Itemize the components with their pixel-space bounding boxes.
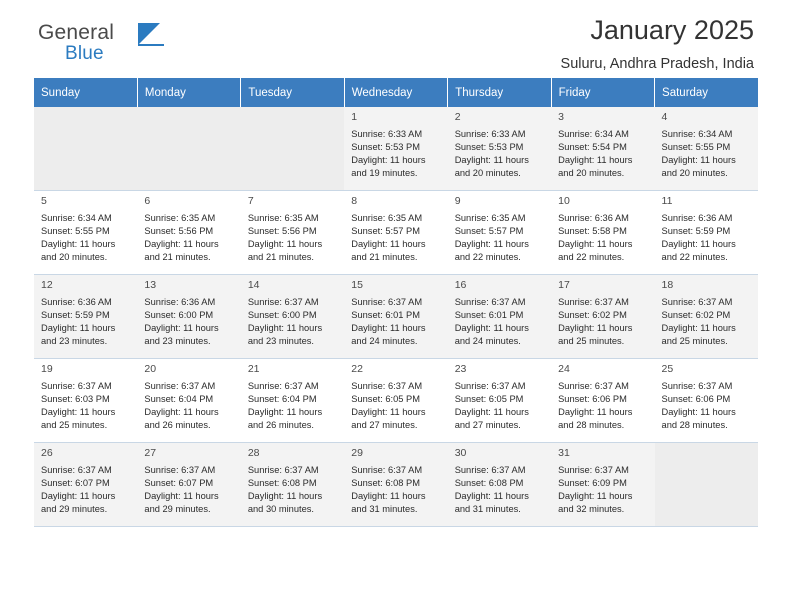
logo-text-blue: Blue bbox=[65, 43, 104, 64]
calendar-day-cell bbox=[344, 191, 447, 275]
calendar-week-row bbox=[34, 107, 758, 191]
general-blue-logo bbox=[38, 21, 115, 64]
day-number: 22 bbox=[351, 363, 363, 375]
calendar-day-cell bbox=[448, 107, 551, 191]
sunset-text: Sunset: 6:00 PM bbox=[144, 310, 214, 321]
day-number: 29 bbox=[351, 447, 363, 459]
sunrise-text: Sunrise: 6:33 AM bbox=[454, 128, 526, 139]
sunset-text: Sunset: 5:56 PM bbox=[247, 226, 317, 237]
day-number: 14 bbox=[247, 279, 260, 291]
calendar-cell-empty bbox=[241, 107, 344, 191]
sunrise-text: Sunrise: 6:37 AM bbox=[351, 296, 423, 307]
calendar-day-cell bbox=[448, 359, 551, 443]
calendar-week-row bbox=[34, 275, 758, 359]
day-number: 13 bbox=[144, 279, 157, 291]
weekday-header-row bbox=[34, 78, 758, 107]
sunset-text: Sunset: 6:01 PM bbox=[454, 310, 524, 321]
day-number: 6 bbox=[144, 195, 151, 207]
calendar-day-cell bbox=[655, 359, 758, 443]
page-header bbox=[34, 0, 758, 78]
calendar-day-cell bbox=[551, 275, 654, 359]
calendar-day-cell bbox=[137, 359, 240, 443]
daylight-text-line1: Daylight: 11 hours bbox=[661, 407, 736, 418]
sunrise-text: Sunrise: 6:34 AM bbox=[661, 128, 733, 139]
daylight-text-line1: Daylight: 11 hours bbox=[144, 491, 219, 502]
daylight-text-line1: Daylight: 11 hours bbox=[558, 407, 633, 418]
sunrise-text: Sunrise: 6:37 AM bbox=[144, 464, 216, 475]
daylight-text-line1: Daylight: 11 hours bbox=[454, 323, 529, 334]
sunrise-text: Sunrise: 6:37 AM bbox=[558, 380, 629, 391]
daylight-text-line2: and 23 minutes. bbox=[144, 336, 211, 347]
sunset-text: Sunset: 5:53 PM bbox=[454, 142, 524, 153]
sunset-text: Sunset: 5:58 PM bbox=[558, 226, 627, 237]
daylight-text-line1: Daylight: 11 hours bbox=[247, 323, 323, 334]
daylight-text-line2: and 23 minutes. bbox=[41, 336, 108, 347]
calendar-day-cell bbox=[655, 107, 758, 191]
daylight-text-line2: and 24 minutes. bbox=[351, 336, 418, 347]
sunset-text: Sunset: 5:55 PM bbox=[661, 142, 731, 153]
sunrise-text: Sunrise: 6:37 AM bbox=[351, 380, 423, 391]
weekday-header-thursday: Thursday bbox=[448, 78, 551, 107]
sunset-text: Sunset: 6:04 PM bbox=[144, 394, 214, 405]
day-number: 2 bbox=[454, 111, 461, 123]
daylight-text-line2: and 20 minutes. bbox=[454, 168, 521, 179]
sunset-text: Sunset: 6:08 PM bbox=[247, 478, 317, 489]
sunrise-text: Sunrise: 6:37 AM bbox=[454, 464, 526, 475]
calendar-day-cell bbox=[655, 275, 758, 359]
daylight-text-line1: Daylight: 11 hours bbox=[351, 239, 426, 250]
daylight-text-line2: and 20 minutes. bbox=[41, 252, 108, 263]
day-number: 24 bbox=[558, 363, 570, 375]
sunset-text: Sunset: 6:02 PM bbox=[558, 310, 627, 321]
calendar-day-cell bbox=[137, 443, 240, 527]
sunset-text: Sunset: 5:54 PM bbox=[558, 142, 627, 153]
calendar-day-cell bbox=[655, 191, 758, 275]
sunrise-text: Sunrise: 6:37 AM bbox=[41, 380, 112, 391]
sunrise-text: Sunrise: 6:37 AM bbox=[558, 296, 629, 307]
calendar-day-cell bbox=[344, 359, 447, 443]
sunrise-text: Sunrise: 6:35 AM bbox=[144, 212, 216, 223]
day-number: 28 bbox=[247, 447, 260, 459]
calendar-day-cell bbox=[448, 443, 551, 527]
daylight-text-line1: Daylight: 11 hours bbox=[41, 407, 116, 418]
daylight-text-line2: and 22 minutes. bbox=[454, 252, 521, 263]
sunrise-sunset-calendar bbox=[34, 78, 758, 527]
sunrise-text: Sunrise: 6:37 AM bbox=[454, 296, 526, 307]
daylight-text-line2: and 31 minutes. bbox=[454, 504, 521, 515]
logo-underline-icon bbox=[138, 44, 164, 46]
sunset-text: Sunset: 5:59 PM bbox=[41, 310, 110, 321]
day-number: 10 bbox=[558, 195, 570, 207]
calendar-day-cell bbox=[34, 275, 137, 359]
day-number: 31 bbox=[558, 447, 570, 459]
daylight-text-line2: and 21 minutes. bbox=[247, 252, 314, 263]
daylight-text-line1: Daylight: 11 hours bbox=[144, 407, 219, 418]
calendar-week-row bbox=[34, 191, 758, 275]
daylight-text-line2: and 27 minutes. bbox=[351, 420, 418, 431]
daylight-text-line1: Daylight: 11 hours bbox=[454, 155, 529, 166]
daylight-text-line2: and 20 minutes. bbox=[661, 168, 728, 179]
sunrise-text: Sunrise: 6:36 AM bbox=[144, 296, 216, 307]
calendar-day-cell bbox=[551, 443, 654, 527]
sunset-text: Sunset: 6:08 PM bbox=[351, 478, 420, 489]
sunrise-text: Sunrise: 6:37 AM bbox=[558, 464, 629, 475]
day-number: 20 bbox=[144, 363, 157, 375]
calendar-day-cell bbox=[34, 191, 137, 275]
sunrise-text: Sunrise: 6:34 AM bbox=[41, 212, 112, 223]
sunset-text: Sunset: 6:09 PM bbox=[558, 478, 627, 489]
day-number: 12 bbox=[41, 279, 53, 291]
sunrise-text: Sunrise: 6:37 AM bbox=[41, 464, 112, 475]
daylight-text-line2: and 23 minutes. bbox=[247, 336, 314, 347]
daylight-text-line1: Daylight: 11 hours bbox=[454, 407, 529, 418]
calendar-day-cell bbox=[137, 191, 240, 275]
logo-text-general: General bbox=[38, 21, 115, 44]
calendar-day-cell bbox=[344, 275, 447, 359]
day-number: 19 bbox=[41, 363, 53, 375]
daylight-text-line1: Daylight: 11 hours bbox=[247, 491, 323, 502]
sunset-text: Sunset: 6:04 PM bbox=[247, 394, 317, 405]
sunrise-text: Sunrise: 6:37 AM bbox=[661, 296, 733, 307]
day-number: 9 bbox=[454, 195, 461, 207]
calendar-cell-empty bbox=[137, 107, 240, 191]
daylight-text-line1: Daylight: 11 hours bbox=[247, 239, 323, 250]
sunset-text: Sunset: 6:05 PM bbox=[351, 394, 420, 405]
daylight-text-line2: and 21 minutes. bbox=[144, 252, 211, 263]
sunrise-text: Sunrise: 6:35 AM bbox=[247, 212, 319, 223]
daylight-text-line1: Daylight: 11 hours bbox=[144, 239, 219, 250]
page-title: January 2025 bbox=[590, 15, 754, 45]
calendar-day-cell bbox=[344, 107, 447, 191]
calendar-day-cell bbox=[241, 359, 344, 443]
sunset-text: Sunset: 6:00 PM bbox=[247, 310, 317, 321]
daylight-text-line1: Daylight: 11 hours bbox=[558, 155, 633, 166]
sunrise-text: Sunrise: 6:36 AM bbox=[558, 212, 629, 223]
calendar-day-cell bbox=[241, 191, 344, 275]
sunset-text: Sunset: 5:55 PM bbox=[41, 226, 110, 237]
daylight-text-line2: and 30 minutes. bbox=[247, 504, 314, 515]
daylight-text-line1: Daylight: 11 hours bbox=[454, 491, 529, 502]
daylight-text-line1: Daylight: 11 hours bbox=[558, 323, 633, 334]
sunset-text: Sunset: 5:56 PM bbox=[144, 226, 214, 237]
day-number: 7 bbox=[247, 195, 254, 207]
sunrise-text: Sunrise: 6:37 AM bbox=[454, 380, 526, 391]
weekday-header-monday: Monday bbox=[137, 78, 240, 107]
daylight-text-line1: Daylight: 11 hours bbox=[41, 491, 116, 502]
sunset-text: Sunset: 6:02 PM bbox=[661, 310, 731, 321]
sunset-text: Sunset: 6:06 PM bbox=[661, 394, 731, 405]
sunrise-text: Sunrise: 6:35 AM bbox=[351, 212, 423, 223]
calendar-week-row bbox=[34, 443, 758, 527]
daylight-text-line2: and 25 minutes. bbox=[661, 336, 728, 347]
daylight-text-line1: Daylight: 11 hours bbox=[41, 323, 116, 334]
calendar-day-cell bbox=[241, 443, 344, 527]
day-number: 26 bbox=[41, 447, 53, 459]
daylight-text-line2: and 24 minutes. bbox=[454, 336, 521, 347]
daylight-text-line1: Daylight: 11 hours bbox=[351, 491, 426, 502]
sunrise-text: Sunrise: 6:37 AM bbox=[247, 464, 319, 475]
day-number: 23 bbox=[454, 363, 467, 375]
sunset-text: Sunset: 6:03 PM bbox=[41, 394, 110, 405]
daylight-text-line2: and 28 minutes. bbox=[661, 420, 728, 431]
daylight-text-line2: and 32 minutes. bbox=[558, 504, 625, 515]
daylight-text-line1: Daylight: 11 hours bbox=[661, 239, 736, 250]
sunset-text: Sunset: 6:06 PM bbox=[558, 394, 627, 405]
day-number: 11 bbox=[661, 195, 673, 207]
day-number: 18 bbox=[661, 279, 674, 291]
daylight-text-line1: Daylight: 11 hours bbox=[351, 323, 426, 334]
weekday-header-saturday: Saturday bbox=[655, 78, 758, 107]
sunrise-text: Sunrise: 6:37 AM bbox=[144, 380, 216, 391]
daylight-text-line2: and 26 minutes. bbox=[144, 420, 211, 431]
daylight-text-line2: and 22 minutes. bbox=[558, 252, 625, 263]
daylight-text-line2: and 21 minutes. bbox=[351, 252, 418, 263]
weekday-header-tuesday: Tuesday bbox=[241, 78, 344, 107]
calendar-day-cell bbox=[448, 275, 551, 359]
calendar-day-cell bbox=[344, 443, 447, 527]
daylight-text-line1: Daylight: 11 hours bbox=[144, 323, 219, 334]
calendar-body bbox=[34, 107, 758, 527]
weekday-header-sunday: Sunday bbox=[34, 78, 137, 107]
sunset-text: Sunset: 6:01 PM bbox=[351, 310, 420, 321]
title-block bbox=[561, 16, 754, 72]
daylight-text-line2: and 29 minutes. bbox=[144, 504, 211, 515]
sunset-text: Sunset: 5:57 PM bbox=[351, 226, 420, 237]
day-number: 15 bbox=[351, 279, 363, 291]
sunrise-text: Sunrise: 6:33 AM bbox=[351, 128, 423, 139]
sunrise-text: Sunrise: 6:37 AM bbox=[247, 296, 319, 307]
calendar-day-cell bbox=[551, 107, 654, 191]
location-subtitle: Suluru, Andhra Pradesh, India bbox=[560, 55, 754, 72]
weekday-header-friday: Friday bbox=[551, 78, 654, 107]
sunrise-text: Sunrise: 6:35 AM bbox=[454, 212, 526, 223]
daylight-text-line1: Daylight: 11 hours bbox=[247, 407, 323, 418]
sunrise-text: Sunrise: 6:37 AM bbox=[351, 464, 423, 475]
sunset-text: Sunset: 5:59 PM bbox=[661, 226, 731, 237]
day-number: 8 bbox=[351, 195, 358, 207]
day-number: 17 bbox=[558, 279, 570, 291]
day-number: 27 bbox=[144, 447, 157, 459]
calendar-day-cell bbox=[551, 191, 654, 275]
day-number: 4 bbox=[661, 111, 668, 123]
calendar-day-cell bbox=[34, 443, 137, 527]
daylight-text-line2: and 19 minutes. bbox=[351, 168, 418, 179]
daylight-text-line1: Daylight: 11 hours bbox=[41, 239, 116, 250]
sunrise-text: Sunrise: 6:37 AM bbox=[247, 380, 319, 391]
daylight-text-line2: and 29 minutes. bbox=[41, 504, 108, 515]
daylight-text-line2: and 28 minutes. bbox=[558, 420, 625, 431]
day-number: 30 bbox=[454, 447, 467, 459]
daylight-text-line2: and 25 minutes. bbox=[558, 336, 625, 347]
calendar-day-cell bbox=[137, 275, 240, 359]
sunset-text: Sunset: 6:05 PM bbox=[454, 394, 524, 405]
sunrise-text: Sunrise: 6:36 AM bbox=[661, 212, 733, 223]
triangle-logo-icon bbox=[138, 23, 160, 45]
day-number: 16 bbox=[454, 279, 467, 291]
daylight-text-line2: and 27 minutes. bbox=[454, 420, 521, 431]
calendar-week-row bbox=[34, 359, 758, 443]
calendar-day-cell bbox=[448, 191, 551, 275]
daylight-text-line2: and 20 minutes. bbox=[558, 168, 625, 179]
daylight-text-line2: and 22 minutes. bbox=[661, 252, 728, 263]
daylight-text-line1: Daylight: 11 hours bbox=[661, 323, 736, 334]
daylight-text-line1: Daylight: 11 hours bbox=[351, 155, 426, 166]
daylight-text-line1: Daylight: 11 hours bbox=[351, 407, 426, 418]
sunset-text: Sunset: 5:53 PM bbox=[351, 142, 420, 153]
daylight-text-line1: Daylight: 11 hours bbox=[454, 239, 529, 250]
day-number: 3 bbox=[558, 111, 564, 123]
day-number: 25 bbox=[661, 363, 674, 375]
sunrise-text: Sunrise: 6:37 AM bbox=[661, 380, 733, 391]
sunrise-text: Sunrise: 6:36 AM bbox=[41, 296, 112, 307]
sunset-text: Sunset: 5:57 PM bbox=[454, 226, 524, 237]
daylight-text-line2: and 31 minutes. bbox=[351, 504, 418, 515]
day-number: 21 bbox=[247, 363, 260, 375]
weekday-header-wednesday: Wednesday bbox=[344, 78, 447, 107]
daylight-text-line1: Daylight: 11 hours bbox=[661, 155, 736, 166]
daylight-text-line1: Daylight: 11 hours bbox=[558, 239, 633, 250]
day-number: 1 bbox=[351, 111, 358, 123]
sunset-text: Sunset: 6:08 PM bbox=[454, 478, 524, 489]
sunset-text: Sunset: 6:07 PM bbox=[144, 478, 214, 489]
calendar-day-cell bbox=[551, 359, 654, 443]
sunset-text: Sunset: 6:07 PM bbox=[41, 478, 110, 489]
calendar-day-cell bbox=[241, 275, 344, 359]
daylight-text-line1: Daylight: 11 hours bbox=[558, 491, 633, 502]
daylight-text-line2: and 26 minutes. bbox=[247, 420, 314, 431]
day-number: 5 bbox=[41, 195, 47, 207]
daylight-text-line2: and 25 minutes. bbox=[41, 420, 108, 431]
sunrise-text: Sunrise: 6:34 AM bbox=[558, 128, 629, 139]
calendar-cell-empty bbox=[655, 443, 758, 527]
calendar-day-cell bbox=[34, 359, 137, 443]
calendar-cell-empty bbox=[34, 107, 137, 191]
